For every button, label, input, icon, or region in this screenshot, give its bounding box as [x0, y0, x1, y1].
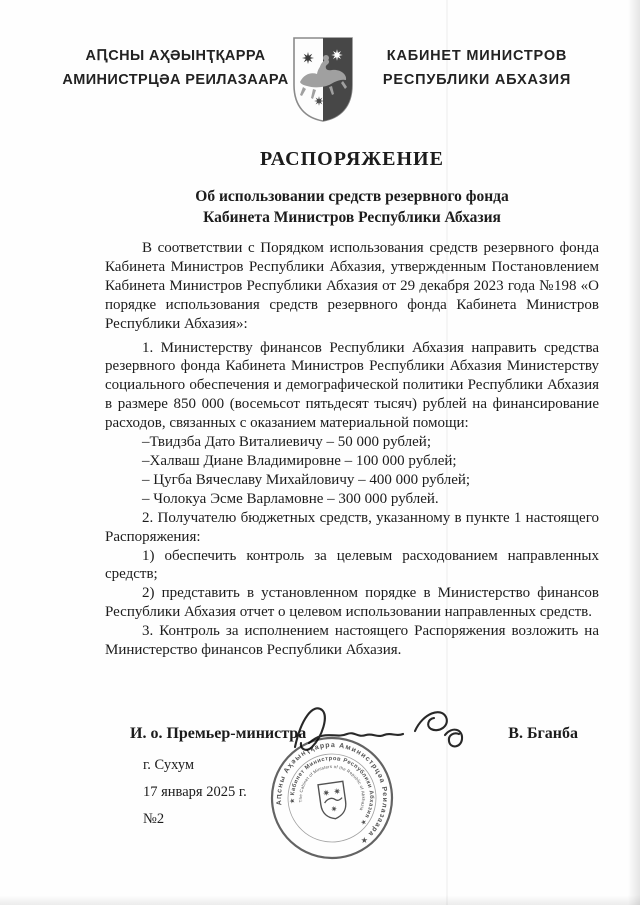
document-body: [105, 239, 599, 660]
allocation-line: –Твидзба Дато Виталиевичу – 50 000 рублей;: [142, 434, 431, 451]
signer-position: И. о. Премьер-министра: [130, 725, 307, 742]
org-name-abkhaz: [58, 44, 293, 92]
directive-item-2-sub-2: 2) представить в установленном порядке в Министерство финансов Республики Абхазия отчет о целевом использовании направленных средств.: [105, 585, 599, 621]
seal-ring-russian-text: ★ Кабинет Министров Республики Абхазия ★: [289, 755, 375, 826]
document-title: РАСПОРЯЖЕНИЕ: [260, 148, 444, 170]
directive-item-3: 3. Контроль за исполнением настоящего Распоряжения возложить на Министерство финансов Республики Абхазия.: [105, 623, 599, 659]
footer-date: 17 января 2025 г.: [143, 784, 247, 800]
allocation-line: –Халваш Диане Владимировне – 100 000 рублей;: [142, 452, 457, 469]
org-abkhaz-line2: АМИНИСТРЦӘА РЕИЛАЗААРА: [62, 72, 289, 88]
scan-edge-right: [628, 0, 640, 905]
seal-center-shield: [318, 781, 348, 820]
footer-number: №2: [143, 811, 165, 827]
official-seal-stamp-icon: [260, 726, 405, 871]
signer-name: В. Бганба: [508, 725, 578, 742]
scan-edge-bottom: [0, 895, 640, 905]
org-russian-line1: КАБИНЕТ МИНИСТРОВ: [386, 48, 568, 64]
seal-ring-english-text: The Cabinet of Ministers of the Republic of Abkhazia: [297, 763, 367, 812]
seal-ring-abkhaz-text: Аԥсны Аҳәынҭқарра Аминистрцәа Реилазаара ★: [275, 741, 389, 846]
preamble-paragraph: В соответствии с Порядком использования средств резервного фонда Кабинета Министров Республики Абхазия, утвержденным Постановлением Кабинета Министров Республики Абхазия от 29 декабря 2023 года №198 «О порядке использования средств резервного фонда Кабинета Министров Республики Абхазия»:: [105, 240, 599, 332]
org-russian-line2: РЕСПУБЛИКИ АБХАЗИЯ: [382, 72, 572, 88]
subject-line1: Об использовании средств резервного фонда: [195, 188, 509, 205]
directive-item-2: 2. Получателю бюджетных средств, указанному в пункте 1 настоящего Распоряжения:: [105, 509, 599, 545]
abkhazia-coat-of-arms-icon: [291, 35, 355, 123]
subject-line2: Кабинета Министров Республики Абхазия: [203, 209, 501, 226]
document-footer: [143, 756, 247, 837]
org-abkhaz-line1: АԤСНЫ АҲӘЫНҬҚАРРА: [85, 48, 266, 64]
allocation-line: – Цугба Вячеславу Михайловичу – 400 000 рублей;: [142, 471, 471, 488]
allocation-line: – Чолокуа Эсме Варламовне – 300 000 рублей.: [142, 490, 439, 507]
directive-item-2-sub-1: 1) обеспечить контроль за целевым расходованием направленных средств;: [105, 547, 599, 583]
document-subject: [105, 186, 599, 228]
org-name-russian: [372, 44, 582, 92]
footer-city: г. Сухум: [143, 757, 195, 773]
directive-item-1: 1. Министерству финансов Республики Абхазия направить средства резервного фонда Кабинета Министров Республики Абхазия Министерству социального обеспечения и демографической политики Республики Абхазия в размере 850 000 (восемьсот пятьдесят тысяч) рублей на финансирование расходов, связанных с оказанием материальной помощи:: [105, 339, 599, 432]
